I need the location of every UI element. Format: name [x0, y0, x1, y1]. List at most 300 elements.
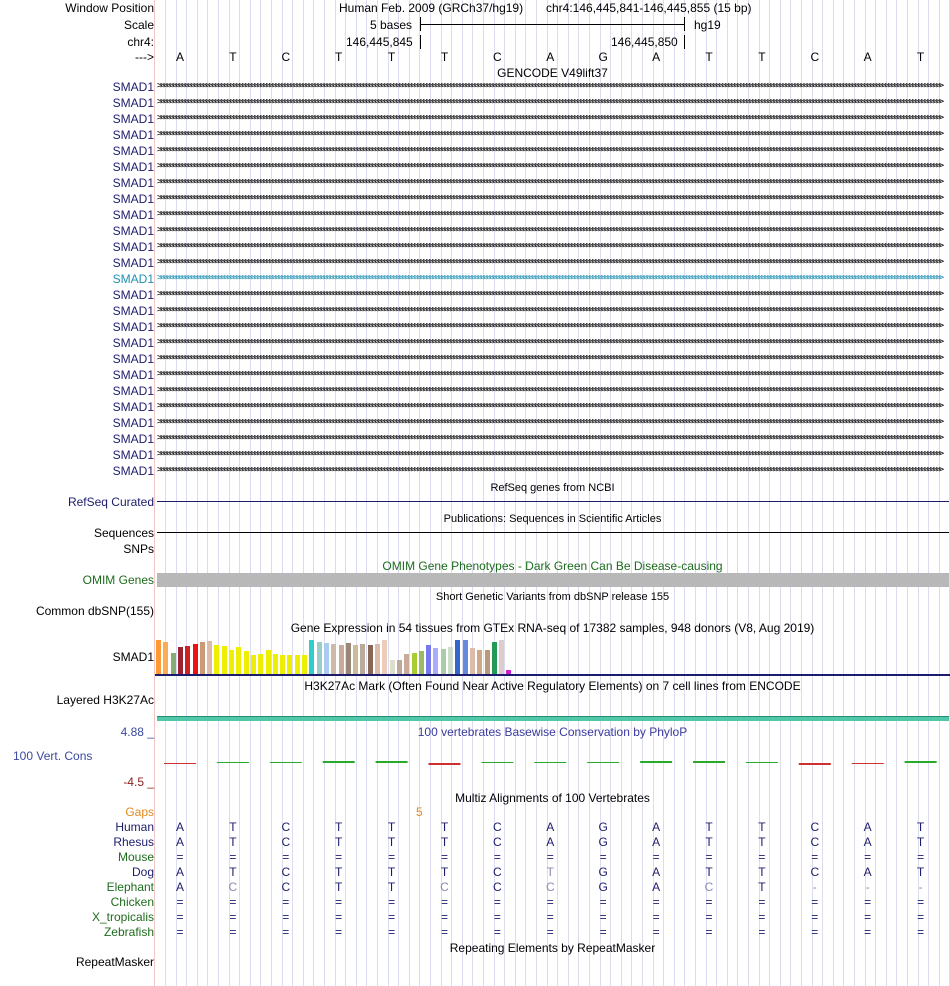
- alignment-base: =: [388, 925, 396, 939]
- gtex-tissue-bar[interactable]: [419, 651, 424, 674]
- gene-label[interactable]: SMAD1: [112, 176, 154, 190]
- gtex-tissue-bar[interactable]: [346, 643, 351, 674]
- alignment-base: =: [229, 910, 237, 924]
- alignment-base: =: [440, 925, 448, 939]
- gtex-tissue-bar[interactable]: [251, 655, 256, 674]
- alignment-base: =: [546, 910, 554, 924]
- gtex-bar-chart[interactable]: [156, 638, 556, 674]
- gtex-tissue-bar[interactable]: [433, 648, 438, 674]
- phylop-bar: [746, 762, 778, 763]
- chrom-label: chr4:: [127, 35, 154, 49]
- alignment-base: C: [493, 835, 502, 849]
- omim-title: OMIM Gene Phenotypes - Dark Green Can Be Disease-causing: [382, 559, 723, 573]
- gene-model[interactable]: >>>>>>>>>>>>>>>>>>>>>>>>>>>>>>>>>>>>>>>>>>>>>>>>>>>>>>>>>>>>>>>>>>>>>>>>>>>>>>>>>>>>>>>>>>>>>>>>>>>>>>>>>>>>>>>>>>>>>>>>>>>>>>>>>>>>>>>>>>>>>>>>>>>>>>>>>>>>>>>>>>>>>>>>>>>>>>>>>>>>>>>>>>>>>>>>>>>>>>>>>>>>>>>>>>>>>>>>>>>>>>>>>>>>>>>>>>>>>>>>>>>>>>>>>>>>>>>>>>>>: [157, 193, 942, 203]
- omim-label[interactable]: OMIM Genes: [82, 573, 154, 587]
- gtex-tissue-bar[interactable]: [470, 648, 475, 674]
- phylop-bar: [164, 763, 196, 764]
- alignment-base: =: [388, 910, 396, 924]
- species-label[interactable]: X_tropicalis: [91, 910, 154, 924]
- multiz-title: Multiz Alignments of 100 Vertebrates: [455, 791, 650, 805]
- alignment-base: =: [440, 895, 448, 909]
- gtex-tissue-bar[interactable]: [156, 640, 161, 674]
- phylop-bar: [534, 762, 566, 763]
- gtex-tissue-bar[interactable]: [185, 646, 190, 674]
- gtex-tissue-bar[interactable]: [404, 654, 409, 674]
- coord-right-tick: [684, 35, 685, 49]
- alignment-base: C: [493, 865, 502, 879]
- phylop-bar: [852, 763, 884, 764]
- alignment-base: T: [335, 880, 343, 894]
- gtex-title: Gene Expression in 54 tissues from GTEx RNA-seq of 17382 samples, 948 donors (V8, Aug 2019): [290, 621, 815, 635]
- species-label[interactable]: Human: [115, 820, 154, 834]
- phylop-signal: [155, 752, 950, 776]
- alignment-base: =: [811, 850, 819, 864]
- gtex-tissue-bar[interactable]: [207, 641, 212, 674]
- species-label[interactable]: Elephant: [106, 880, 154, 894]
- phylop-ymax: 4.88 _: [120, 725, 154, 739]
- species-label[interactable]: Zebrafish: [103, 925, 154, 939]
- h3k27ac-title: H3K27Ac Mark (Often Found Near Active Regulatory Elements) on 7 cell lines from ENCODE: [304, 679, 801, 693]
- gene-label[interactable]: SMAD1: [112, 304, 154, 318]
- alignment-base: A: [863, 835, 872, 849]
- gtex-tissue-bar[interactable]: [463, 640, 468, 674]
- gene-label[interactable]: SMAD1: [112, 336, 154, 350]
- alignment-base: =: [652, 895, 660, 909]
- gene-model[interactable]: >>>>>>>>>>>>>>>>>>>>>>>>>>>>>>>>>>>>>>>>>>>>>>>>>>>>>>>>>>>>>>>>>>>>>>>>>>>>>>>>>>>>>>>>>>>>>>>>>>>>>>>>>>>>>>>>>>>>>>>>>>>>>>>>>>>>>>>>>>>>>>>>>>>>>>>>>>>>>>>>>>>>>>>>>>>>>>>>>>>>>>>>>>>>>>>>>>>>>>>>>>>>>>>>>>>>>>>>>>>>>>>>>>>>>>>>>>>>>>>>>>>>>>>>>>>>>>>>>>>>: [157, 465, 942, 475]
- gtex-tissue-bar[interactable]: [492, 642, 497, 674]
- gtex-tissue-bar[interactable]: [360, 644, 365, 674]
- alignment-base: =: [335, 925, 343, 939]
- gene-model[interactable]: >>>>>>>>>>>>>>>>>>>>>>>>>>>>>>>>>>>>>>>>>>>>>>>>>>>>>>>>>>>>>>>>>>>>>>>>>>>>>>>>>>>>>>>>>>>>>>>>>>>>>>>>>>>>>>>>>>>>>>>>>>>>>>>>>>>>>>>>>>>>>>>>>>>>>>>>>>>>>>>>>>>>>>>>>>>>>>>>>>>>>>>>>>>>>>>>>>>>>>>>>>>>>>>>>>>>>>>>>>>>>>>>>>>>>>>>>>>>>>>>>>>>>>>>>>>>>>>>>>>>: [157, 337, 942, 347]
- alignment-base: T: [229, 835, 237, 849]
- alignment-base: T: [705, 865, 713, 879]
- gtex-tissue-bar[interactable]: [273, 654, 278, 674]
- alignment-base: G: [598, 835, 608, 849]
- alignment-base: =: [493, 895, 501, 909]
- alignment-base: T: [916, 835, 925, 849]
- alignment-base: =: [493, 910, 501, 924]
- gtex-tissue-bar[interactable]: [309, 640, 314, 674]
- refseq-title: RefSeq genes from NCBI: [490, 482, 615, 494]
- alignment-base: =: [652, 850, 660, 864]
- alignment-base: =: [652, 910, 660, 924]
- alignment-base: T: [705, 820, 713, 834]
- alignment-base: A: [175, 865, 184, 879]
- alignment-base: =: [493, 850, 501, 864]
- gtex-tissue-bar[interactable]: [200, 642, 205, 674]
- alignment-base: T: [916, 820, 925, 834]
- phylop-bar: [799, 763, 831, 765]
- alignment-base: C: [281, 865, 291, 879]
- phylop-bar: [323, 761, 355, 763]
- alignment-base: =: [335, 910, 343, 924]
- species-label[interactable]: Dog: [131, 865, 154, 879]
- alignment-base: =: [599, 925, 607, 939]
- gtex-tissue-bar[interactable]: [353, 645, 358, 674]
- gene-model[interactable]: >>>>>>>>>>>>>>>>>>>>>>>>>>>>>>>>>>>>>>>>>>>>>>>>>>>>>>>>>>>>>>>>>>>>>>>>>>>>>>>>>>>>>>>>>>>>>>>>>>>>>>>>>>>>>>>>>>>>>>>>>>>>>>>>>>>>>>>>>>>>>>>>>>>>>>>>>>>>>>>>>>>>>>>>>>>>>>>>>>>>>>>>>>>>>>>>>>>>>>>>>>>>>>>>>>>>>>>>>>>>>>>>>>>>>>>>>>>>>>>>>>>>>>>>>>>>>>>>>>>>: [157, 145, 942, 155]
- gtex-tissue-bar[interactable]: [397, 660, 402, 674]
- gtex-tissue-bar[interactable]: [426, 645, 431, 674]
- alignment-base: T: [440, 865, 449, 879]
- gtex-label[interactable]: SMAD1: [112, 650, 154, 664]
- gtex-tissue-bar[interactable]: [214, 645, 219, 674]
- alignment-base: =: [440, 850, 448, 864]
- alignment-base: A: [652, 880, 661, 894]
- gene-model[interactable]: >>>>>>>>>>>>>>>>>>>>>>>>>>>>>>>>>>>>>>>>>>>>>>>>>>>>>>>>>>>>>>>>>>>>>>>>>>>>>>>>>>>>>>>>>>>>>>>>>>>>>>>>>>>>>>>>>>>>>>>>>>>>>>>>>>>>>>>>>>>>>>>>>>>>>>>>>>>>>>>>>>>>>>>>>>>>>>>>>>>>>>>>>>>>>>>>>>>>>>>>>>>>>>>>>>>>>>>>>>>>>>>>>>>>>>>>>>>>>>>>>>>>>>>>>>>>>>>>>>>>: [157, 81, 942, 91]
- gtex-tissue-bar[interactable]: [441, 649, 446, 674]
- gene-model[interactable]: >>>>>>>>>>>>>>>>>>>>>>>>>>>>>>>>>>>>>>>>>>>>>>>>>>>>>>>>>>>>>>>>>>>>>>>>>>>>>>>>>>>>>>>>>>>>>>>>>>>>>>>>>>>>>>>>>>>>>>>>>>>>>>>>>>>>>>>>>>>>>>>>>>>>>>>>>>>>>>>>>>>>>>>>>>>>>>>>>>>>>>>>>>>>>>>>>>>>>>>>>>>>>>>>>>>>>>>>>>>>>>>>>>>>>>>>>>>>>>>>>>>>>>>>>>>>>>>>>>>>: [157, 257, 942, 267]
- coord-left-tick: [420, 35, 421, 49]
- gtex-tissue-bar[interactable]: [280, 655, 285, 674]
- alignment-base: =: [705, 850, 713, 864]
- phylop-bar: [270, 762, 302, 763]
- alignment-base: T: [440, 835, 449, 849]
- gene-label[interactable]: SMAD1: [112, 272, 154, 286]
- h3k27ac-label[interactable]: Layered H3K27Ac: [56, 693, 154, 707]
- gene-model[interactable]: >>>>>>>>>>>>>>>>>>>>>>>>>>>>>>>>>>>>>>>>>>>>>>>>>>>>>>>>>>>>>>>>>>>>>>>>>>>>>>>>>>>>>>>>>>>>>>>>>>>>>>>>>>>>>>>>>>>>>>>>>>>>>>>>>>>>>>>>>>>>>>>>>>>>>>>>>>>>>>>>>>>>>>>>>>>>>>>>>>>>>>>>>>>>>>>>>>>>>>>>>>>>>>>>>>>>>>>>>>>>>>>>>>>>>>>>>>>>>>>>>>>>>>>>>>>>>>>>>>>>: [157, 353, 942, 363]
- alignment-base: =: [282, 895, 290, 909]
- gtex-baseline: [155, 674, 950, 676]
- alignment-base: =: [388, 850, 396, 864]
- alignment-base: =: [917, 895, 925, 909]
- gtex-tissue-bar[interactable]: [266, 650, 271, 674]
- gene-model[interactable]: >>>>>>>>>>>>>>>>>>>>>>>>>>>>>>>>>>>>>>>>>>>>>>>>>>>>>>>>>>>>>>>>>>>>>>>>>>>>>>>>>>>>>>>>>>>>>>>>>>>>>>>>>>>>>>>>>>>>>>>>>>>>>>>>>>>>>>>>>>>>>>>>>>>>>>>>>>>>>>>>>>>>>>>>>>>>>>>>>>>>>>>>>>>>>>>>>>>>>>>>>>>>>>>>>>>>>>>>>>>>>>>>>>>>>>>>>>>>>>>>>>>>>>>>>>>>>>>>>>>>: [157, 273, 942, 283]
- alignment-base: =: [652, 925, 660, 939]
- omim-bar[interactable]: [157, 573, 949, 587]
- position-text: chr4:146,445,841-146,445,855 (15 bp): [546, 1, 752, 15]
- gtex-tissue-bar[interactable]: [163, 642, 168, 674]
- alignment-base: C: [440, 880, 449, 894]
- alignment-base: =: [493, 925, 501, 939]
- alignment-base: C: [493, 820, 502, 834]
- alignment-base: -: [918, 880, 923, 894]
- alignment-base: T: [229, 865, 237, 879]
- alignment-base: =: [546, 895, 554, 909]
- phylop-bar: [693, 761, 725, 763]
- dbsnp-label[interactable]: Common dbSNP(155): [35, 604, 154, 618]
- gene-model[interactable]: >>>>>>>>>>>>>>>>>>>>>>>>>>>>>>>>>>>>>>>>>>>>>>>>>>>>>>>>>>>>>>>>>>>>>>>>>>>>>>>>>>>>>>>>>>>>>>>>>>>>>>>>>>>>>>>>>>>>>>>>>>>>>>>>>>>>>>>>>>>>>>>>>>>>>>>>>>>>>>>>>>>>>>>>>>>>>>>>>>>>>>>>>>>>>>>>>>>>>>>>>>>>>>>>>>>>>>>>>>>>>>>>>>>>>>>>>>>>>>>>>>>>>>>>>>>>>>>>>>>>: [157, 401, 942, 411]
- gene-label[interactable]: SMAD1: [112, 416, 154, 430]
- gene-label[interactable]: SMAD1: [112, 352, 154, 366]
- gene-label[interactable]: SMAD1: [112, 448, 154, 462]
- gtex-tissue-bar[interactable]: [317, 642, 322, 674]
- alignment-base: A: [652, 820, 661, 834]
- alignment-base: C: [810, 835, 820, 849]
- alignment-base: =: [546, 850, 554, 864]
- dbsnp-title: Short Genetic Variants from dbSNP release 155: [435, 591, 670, 603]
- gene-label[interactable]: SMAD1: [112, 144, 154, 158]
- base-letter: T: [440, 50, 449, 64]
- alignment-base: =: [229, 850, 237, 864]
- alignment-base: =: [864, 895, 872, 909]
- base-letter: T: [916, 50, 925, 64]
- alignment-base: =: [758, 850, 766, 864]
- assembly-text: Human Feb. 2009 (GRCh37/hg19): [339, 1, 524, 15]
- base-letter: C: [281, 50, 291, 64]
- alignment-base: A: [863, 865, 872, 879]
- gene-label[interactable]: SMAD1: [112, 80, 154, 94]
- gene-label[interactable]: SMAD1: [112, 224, 154, 238]
- base-letter: T: [705, 50, 713, 64]
- gtex-tissue-bar[interactable]: [455, 640, 460, 674]
- gtex-tissue-bar[interactable]: [324, 643, 329, 674]
- alignment-base: A: [652, 835, 661, 849]
- publications-line: [157, 532, 949, 533]
- scale-bar-left-tick: [420, 17, 421, 31]
- alignment-base: =: [282, 910, 290, 924]
- alignment-base: =: [176, 850, 184, 864]
- gene-model[interactable]: >>>>>>>>>>>>>>>>>>>>>>>>>>>>>>>>>>>>>>>>>>>>>>>>>>>>>>>>>>>>>>>>>>>>>>>>>>>>>>>>>>>>>>>>>>>>>>>>>>>>>>>>>>>>>>>>>>>>>>>>>>>>>>>>>>>>>>>>>>>>>>>>>>>>>>>>>>>>>>>>>>>>>>>>>>>>>>>>>>>>>>>>>>>>>>>>>>>>>>>>>>>>>>>>>>>>>>>>>>>>>>>>>>>>>>>>>>>>>>>>>>>>>>>>>>>>>>>>>>>>: [157, 417, 942, 427]
- alignment-base: T: [705, 835, 713, 849]
- alignment-base: =: [176, 925, 184, 939]
- alignment-base: G: [598, 820, 608, 834]
- alignment-base: =: [599, 910, 607, 924]
- alignment-base: T: [758, 835, 766, 849]
- phylop-bar: [905, 761, 937, 763]
- gtex-tissue-bar[interactable]: [258, 654, 263, 674]
- gene-label[interactable]: SMAD1: [112, 256, 154, 270]
- gene-label[interactable]: SMAD1: [112, 240, 154, 254]
- gene-label[interactable]: SMAD1: [112, 464, 154, 478]
- sequences-label[interactable]: Sequences: [93, 526, 154, 540]
- gtex-tissue-bar[interactable]: [339, 645, 344, 674]
- alignment-base: =: [811, 895, 819, 909]
- gene-model[interactable]: >>>>>>>>>>>>>>>>>>>>>>>>>>>>>>>>>>>>>>>>>>>>>>>>>>>>>>>>>>>>>>>>>>>>>>>>>>>>>>>>>>>>>>>>>>>>>>>>>>>>>>>>>>>>>>>>>>>>>>>>>>>>>>>>>>>>>>>>>>>>>>>>>>>>>>>>>>>>>>>>>>>>>>>>>>>>>>>>>>>>>>>>>>>>>>>>>>>>>>>>>>>>>>>>>>>>>>>>>>>>>>>>>>>>>>>>>>>>>>>>>>>>>>>>>>>>>>>>>>>>: [157, 449, 942, 459]
- gtex-tissue-bar[interactable]: [244, 651, 249, 674]
- gtex-tissue-bar[interactable]: [477, 650, 482, 674]
- refseq-label[interactable]: RefSeq Curated: [67, 495, 154, 509]
- gene-model[interactable]: >>>>>>>>>>>>>>>>>>>>>>>>>>>>>>>>>>>>>>>>>>>>>>>>>>>>>>>>>>>>>>>>>>>>>>>>>>>>>>>>>>>>>>>>>>>>>>>>>>>>>>>>>>>>>>>>>>>>>>>>>>>>>>>>>>>>>>>>>>>>>>>>>>>>>>>>>>>>>>>>>>>>>>>>>>>>>>>>>>>>>>>>>>>>>>>>>>>>>>>>>>>>>>>>>>>>>>>>>>>>>>>>>>>>>>>>>>>>>>>>>>>>>>>>>>>>>>>>>>>>: [157, 113, 942, 123]
- publications-title: Publications: Sequences in Scientific Articles: [443, 513, 662, 525]
- gene-label[interactable]: SMAD1: [112, 208, 154, 222]
- alignment-base: A: [175, 820, 184, 834]
- alignment-base: T: [229, 820, 237, 834]
- species-label[interactable]: Mouse: [117, 850, 154, 864]
- alignment-base: C: [281, 820, 291, 834]
- gene-model[interactable]: >>>>>>>>>>>>>>>>>>>>>>>>>>>>>>>>>>>>>>>>>>>>>>>>>>>>>>>>>>>>>>>>>>>>>>>>>>>>>>>>>>>>>>>>>>>>>>>>>>>>>>>>>>>>>>>>>>>>>>>>>>>>>>>>>>>>>>>>>>>>>>>>>>>>>>>>>>>>>>>>>>>>>>>>>>>>>>>>>>>>>>>>>>>>>>>>>>>>>>>>>>>>>>>>>>>>>>>>>>>>>>>>>>>>>>>>>>>>>>>>>>>>>>>>>>>>>>>>>>>>: [157, 97, 942, 107]
- alignment-base: T: [758, 865, 766, 879]
- gene-label[interactable]: SMAD1: [112, 400, 154, 414]
- gene-model[interactable]: >>>>>>>>>>>>>>>>>>>>>>>>>>>>>>>>>>>>>>>>>>>>>>>>>>>>>>>>>>>>>>>>>>>>>>>>>>>>>>>>>>>>>>>>>>>>>>>>>>>>>>>>>>>>>>>>>>>>>>>>>>>>>>>>>>>>>>>>>>>>>>>>>>>>>>>>>>>>>>>>>>>>>>>>>>>>>>>>>>>>>>>>>>>>>>>>>>>>>>>>>>>>>>>>>>>>>>>>>>>>>>>>>>>>>>>>>>>>>>>>>>>>>>>>>>>>>>>>>>>>: [157, 129, 942, 139]
- base-letter: G: [598, 50, 608, 64]
- base-letter: A: [652, 50, 661, 64]
- alignment-base: T: [546, 865, 554, 879]
- alignment-base: A: [175, 880, 184, 894]
- phylop-bar: [429, 763, 461, 765]
- coord-right: 146,445,850: [611, 35, 678, 49]
- alignment-base: T: [758, 880, 766, 894]
- alignment-base: =: [758, 910, 766, 924]
- gene-model[interactable]: >>>>>>>>>>>>>>>>>>>>>>>>>>>>>>>>>>>>>>>>>>>>>>>>>>>>>>>>>>>>>>>>>>>>>>>>>>>>>>>>>>>>>>>>>>>>>>>>>>>>>>>>>>>>>>>>>>>>>>>>>>>>>>>>>>>>>>>>>>>>>>>>>>>>>>>>>>>>>>>>>>>>>>>>>>>>>>>>>>>>>>>>>>>>>>>>>>>>>>>>>>>>>>>>>>>>>>>>>>>>>>>>>>>>>>>>>>>>>>>>>>>>>>>>>>>>>>>>>>>>: [157, 177, 942, 187]
- alignment-base: T: [335, 820, 343, 834]
- alignment-base: =: [599, 850, 607, 864]
- gene-label[interactable]: SMAD1: [112, 96, 154, 110]
- gtex-tissue-bar[interactable]: [295, 655, 300, 674]
- scale-bar-right-tick: [684, 17, 685, 31]
- gene-model[interactable]: >>>>>>>>>>>>>>>>>>>>>>>>>>>>>>>>>>>>>>>>>>>>>>>>>>>>>>>>>>>>>>>>>>>>>>>>>>>>>>>>>>>>>>>>>>>>>>>>>>>>>>>>>>>>>>>>>>>>>>>>>>>>>>>>>>>>>>>>>>>>>>>>>>>>>>>>>>>>>>>>>>>>>>>>>>>>>>>>>>>>>>>>>>>>>>>>>>>>>>>>>>>>>>>>>>>>>>>>>>>>>>>>>>>>>>>>>>>>>>>>>>>>>>>>>>>>>>>>>>>>: [157, 161, 942, 171]
- gene-label[interactable]: SMAD1: [112, 128, 154, 142]
- alignment-base: T: [916, 865, 925, 879]
- phylop-bar: [481, 762, 513, 763]
- gtex-tissue-bar[interactable]: [499, 640, 504, 674]
- refseq-line: [157, 501, 949, 502]
- alignment-base: =: [917, 925, 925, 939]
- alignment-base: =: [440, 910, 448, 924]
- gtex-tissue-bar[interactable]: [302, 655, 307, 674]
- gene-label[interactable]: SMAD1: [112, 368, 154, 382]
- gaps-value: 5: [416, 805, 423, 819]
- alignment-base: =: [599, 895, 607, 909]
- base-letter: A: [546, 50, 555, 64]
- base-letter: C: [810, 50, 820, 64]
- phylop-bar: [640, 761, 672, 763]
- gtex-tissue-bar[interactable]: [222, 646, 227, 674]
- alignment-base: =: [229, 895, 237, 909]
- alignment-base: =: [811, 925, 819, 939]
- gene-model[interactable]: >>>>>>>>>>>>>>>>>>>>>>>>>>>>>>>>>>>>>>>>>>>>>>>>>>>>>>>>>>>>>>>>>>>>>>>>>>>>>>>>>>>>>>>>>>>>>>>>>>>>>>>>>>>>>>>>>>>>>>>>>>>>>>>>>>>>>>>>>>>>>>>>>>>>>>>>>>>>>>>>>>>>>>>>>>>>>>>>>>>>>>>>>>>>>>>>>>>>>>>>>>>>>>>>>>>>>>>>>>>>>>>>>>>>>>>>>>>>>>>>>>>>>>>>>>>>>>>>>>>>: [157, 209, 942, 219]
- base-letter: T: [335, 50, 343, 64]
- window-position-label: Window Position: [65, 1, 154, 15]
- alignment-base: A: [652, 865, 661, 879]
- gtex-tissue-bar[interactable]: [229, 650, 234, 674]
- gene-label[interactable]: SMAD1: [112, 320, 154, 334]
- alignment-base: =: [176, 895, 184, 909]
- gene-model[interactable]: >>>>>>>>>>>>>>>>>>>>>>>>>>>>>>>>>>>>>>>>>>>>>>>>>>>>>>>>>>>>>>>>>>>>>>>>>>>>>>>>>>>>>>>>>>>>>>>>>>>>>>>>>>>>>>>>>>>>>>>>>>>>>>>>>>>>>>>>>>>>>>>>>>>>>>>>>>>>>>>>>>>>>>>>>>>>>>>>>>>>>>>>>>>>>>>>>>>>>>>>>>>>>>>>>>>>>>>>>>>>>>>>>>>>>>>>>>>>>>>>>>>>>>>>>>>>>>>>>>>>: [157, 369, 942, 379]
- alignment-base: C: [281, 835, 291, 849]
- base-letter: A: [175, 50, 184, 64]
- alignment-base: C: [810, 865, 820, 879]
- phylop-bar: [587, 762, 619, 763]
- alignment-base: =: [705, 910, 713, 924]
- gene-label[interactable]: SMAD1: [112, 432, 154, 446]
- alignment-base: A: [546, 835, 555, 849]
- phylop-bar: [217, 762, 249, 763]
- db-text: hg19: [694, 18, 721, 32]
- gene-label[interactable]: SMAD1: [112, 112, 154, 126]
- alignment-base: C: [704, 880, 714, 894]
- gtex-tissue-bar[interactable]: [485, 650, 490, 674]
- base-letter: T: [229, 50, 237, 64]
- alignment-base: =: [917, 850, 925, 864]
- gene-model[interactable]: >>>>>>>>>>>>>>>>>>>>>>>>>>>>>>>>>>>>>>>>>>>>>>>>>>>>>>>>>>>>>>>>>>>>>>>>>>>>>>>>>>>>>>>>>>>>>>>>>>>>>>>>>>>>>>>>>>>>>>>>>>>>>>>>>>>>>>>>>>>>>>>>>>>>>>>>>>>>>>>>>>>>>>>>>>>>>>>>>>>>>>>>>>>>>>>>>>>>>>>>>>>>>>>>>>>>>>>>>>>>>>>>>>>>>>>>>>>>>>>>>>>>>>>>>>>>>>>>>>>>: [157, 225, 942, 235]
- alignment-base: A: [175, 835, 184, 849]
- alignment-base: =: [546, 925, 554, 939]
- base-letter: T: [387, 50, 396, 64]
- gene-model[interactable]: >>>>>>>>>>>>>>>>>>>>>>>>>>>>>>>>>>>>>>>>>>>>>>>>>>>>>>>>>>>>>>>>>>>>>>>>>>>>>>>>>>>>>>>>>>>>>>>>>>>>>>>>>>>>>>>>>>>>>>>>>>>>>>>>>>>>>>>>>>>>>>>>>>>>>>>>>>>>>>>>>>>>>>>>>>>>>>>>>>>>>>>>>>>>>>>>>>>>>>>>>>>>>>>>>>>>>>>>>>>>>>>>>>>>>>>>>>>>>>>>>>>>>>>>>>>>>>>>>>>>: [157, 305, 942, 315]
- alignment-base: A: [546, 820, 555, 834]
- alignment-base: =: [864, 910, 872, 924]
- alignment-base: T: [387, 865, 396, 879]
- alignment-base: =: [917, 910, 925, 924]
- alignment-base: G: [598, 865, 608, 879]
- repeatmasker-title: Repeating Elements by RepeatMasker: [449, 941, 656, 955]
- species-label[interactable]: Chicken: [110, 895, 154, 909]
- phylop-label[interactable]: 100 Vert. Cons: [13, 749, 93, 763]
- coord-left: 146,445,845: [346, 35, 413, 49]
- gtex-tissue-bar[interactable]: [331, 644, 336, 674]
- gtex-tissue-bar[interactable]: [390, 660, 395, 674]
- alignment-base: =: [864, 925, 872, 939]
- base-letter: C: [493, 50, 502, 64]
- alignment-base: =: [335, 895, 343, 909]
- alignment-base: T: [335, 865, 343, 879]
- alignment-base: C: [810, 820, 820, 834]
- alignment-base: G: [598, 880, 608, 894]
- alignment-base: T: [335, 835, 343, 849]
- alignment-base: =: [705, 925, 713, 939]
- alignment-base: T: [758, 820, 766, 834]
- alignment-base: =: [864, 850, 872, 864]
- alignment-base: =: [282, 850, 290, 864]
- gene-model[interactable]: >>>>>>>>>>>>>>>>>>>>>>>>>>>>>>>>>>>>>>>>>>>>>>>>>>>>>>>>>>>>>>>>>>>>>>>>>>>>>>>>>>>>>>>>>>>>>>>>>>>>>>>>>>>>>>>>>>>>>>>>>>>>>>>>>>>>>>>>>>>>>>>>>>>>>>>>>>>>>>>>>>>>>>>>>>>>>>>>>>>>>>>>>>>>>>>>>>>>>>>>>>>>>>>>>>>>>>>>>>>>>>>>>>>>>>>>>>>>>>>>>>>>>>>>>>>>>>>>>>>>: [157, 241, 942, 251]
- gene-model[interactable]: >>>>>>>>>>>>>>>>>>>>>>>>>>>>>>>>>>>>>>>>>>>>>>>>>>>>>>>>>>>>>>>>>>>>>>>>>>>>>>>>>>>>>>>>>>>>>>>>>>>>>>>>>>>>>>>>>>>>>>>>>>>>>>>>>>>>>>>>>>>>>>>>>>>>>>>>>>>>>>>>>>>>>>>>>>>>>>>>>>>>>>>>>>>>>>>>>>>>>>>>>>>>>>>>>>>>>>>>>>>>>>>>>>>>>>>>>>>>>>>>>>>>>>>>>>>>>>>>>>>>: [157, 433, 942, 443]
- repeatmasker-label[interactable]: RepeatMasker: [75, 955, 154, 969]
- base-letter: A: [863, 50, 872, 64]
- alignment-base: C: [493, 880, 502, 894]
- alignment-base: T: [387, 880, 396, 894]
- snps-label[interactable]: SNPs: [123, 542, 154, 556]
- phylop-bar: [376, 761, 408, 763]
- alignment-base: -: [865, 880, 870, 894]
- gtex-tissue-bar[interactable]: [236, 647, 241, 674]
- gene-label[interactable]: SMAD1: [112, 160, 154, 174]
- gaps-label: Gaps: [125, 805, 154, 819]
- alignment-base: =: [758, 895, 766, 909]
- alignment-base: T: [440, 820, 449, 834]
- gtex-tissue-bar[interactable]: [375, 644, 380, 674]
- gtex-tissue-bar[interactable]: [171, 653, 176, 674]
- gtex-tissue-bar[interactable]: [412, 653, 417, 674]
- alignment-base: A: [863, 820, 872, 834]
- species-label[interactable]: Rhesus: [113, 835, 154, 849]
- alignment-base: T: [387, 820, 396, 834]
- alignment-base: =: [176, 910, 184, 924]
- alignment-base: =: [758, 925, 766, 939]
- scale-label: Scale: [123, 18, 154, 32]
- gencode-title: GENCODE V49lift37: [497, 66, 608, 80]
- alignment-base: T: [387, 835, 396, 849]
- gtex-tissue-bar[interactable]: [448, 647, 453, 674]
- gtex-tissue-bar[interactable]: [287, 655, 292, 674]
- alignment-base: C: [228, 880, 238, 894]
- h3k27ac-signal: [157, 716, 949, 721]
- alignment-base: =: [811, 910, 819, 924]
- gtex-tissue-bar[interactable]: [368, 645, 373, 674]
- gene-label[interactable]: SMAD1: [112, 384, 154, 398]
- gene-model[interactable]: >>>>>>>>>>>>>>>>>>>>>>>>>>>>>>>>>>>>>>>>>>>>>>>>>>>>>>>>>>>>>>>>>>>>>>>>>>>>>>>>>>>>>>>>>>>>>>>>>>>>>>>>>>>>>>>>>>>>>>>>>>>>>>>>>>>>>>>>>>>>>>>>>>>>>>>>>>>>>>>>>>>>>>>>>>>>>>>>>>>>>>>>>>>>>>>>>>>>>>>>>>>>>>>>>>>>>>>>>>>>>>>>>>>>>>>>>>>>>>>>>>>>>>>>>>>>>>>>>>>>: [157, 385, 942, 395]
- alignment-base: =: [282, 925, 290, 939]
- alignment-base: C: [281, 880, 291, 894]
- gene-model[interactable]: >>>>>>>>>>>>>>>>>>>>>>>>>>>>>>>>>>>>>>>>>>>>>>>>>>>>>>>>>>>>>>>>>>>>>>>>>>>>>>>>>>>>>>>>>>>>>>>>>>>>>>>>>>>>>>>>>>>>>>>>>>>>>>>>>>>>>>>>>>>>>>>>>>>>>>>>>>>>>>>>>>>>>>>>>>>>>>>>>>>>>>>>>>>>>>>>>>>>>>>>>>>>>>>>>>>>>>>>>>>>>>>>>>>>>>>>>>>>>>>>>>>>>>>>>>>>>>>>>>>>: [157, 289, 942, 299]
- gene-model[interactable]: >>>>>>>>>>>>>>>>>>>>>>>>>>>>>>>>>>>>>>>>>>>>>>>>>>>>>>>>>>>>>>>>>>>>>>>>>>>>>>>>>>>>>>>>>>>>>>>>>>>>>>>>>>>>>>>>>>>>>>>>>>>>>>>>>>>>>>>>>>>>>>>>>>>>>>>>>>>>>>>>>>>>>>>>>>>>>>>>>>>>>>>>>>>>>>>>>>>>>>>>>>>>>>>>>>>>>>>>>>>>>>>>>>>>>>>>>>>>>>>>>>>>>>>>>>>>>>>>>>>>: [157, 321, 942, 331]
- phylop-title: 100 vertebrates Basewise Conservation by PhyloP: [417, 725, 688, 739]
- alignment-base: -: [812, 880, 817, 894]
- gtex-tissue-bar[interactable]: [193, 644, 198, 674]
- alignment-base: C: [545, 880, 555, 894]
- gtex-tissue-bar[interactable]: [178, 647, 183, 674]
- scale-bar: [420, 24, 684, 25]
- base-letter: T: [758, 50, 766, 64]
- gtex-tissue-bar[interactable]: [382, 640, 387, 674]
- alignment-base: =: [335, 850, 343, 864]
- gene-label[interactable]: SMAD1: [112, 192, 154, 206]
- alignment-base: =: [229, 925, 237, 939]
- strand-label: --->: [135, 50, 154, 64]
- phylop-ymin: -4.5 _: [123, 775, 154, 789]
- gene-label[interactable]: SMAD1: [112, 288, 154, 302]
- scale-text: 5 bases: [370, 18, 413, 32]
- alignment-base: =: [388, 895, 396, 909]
